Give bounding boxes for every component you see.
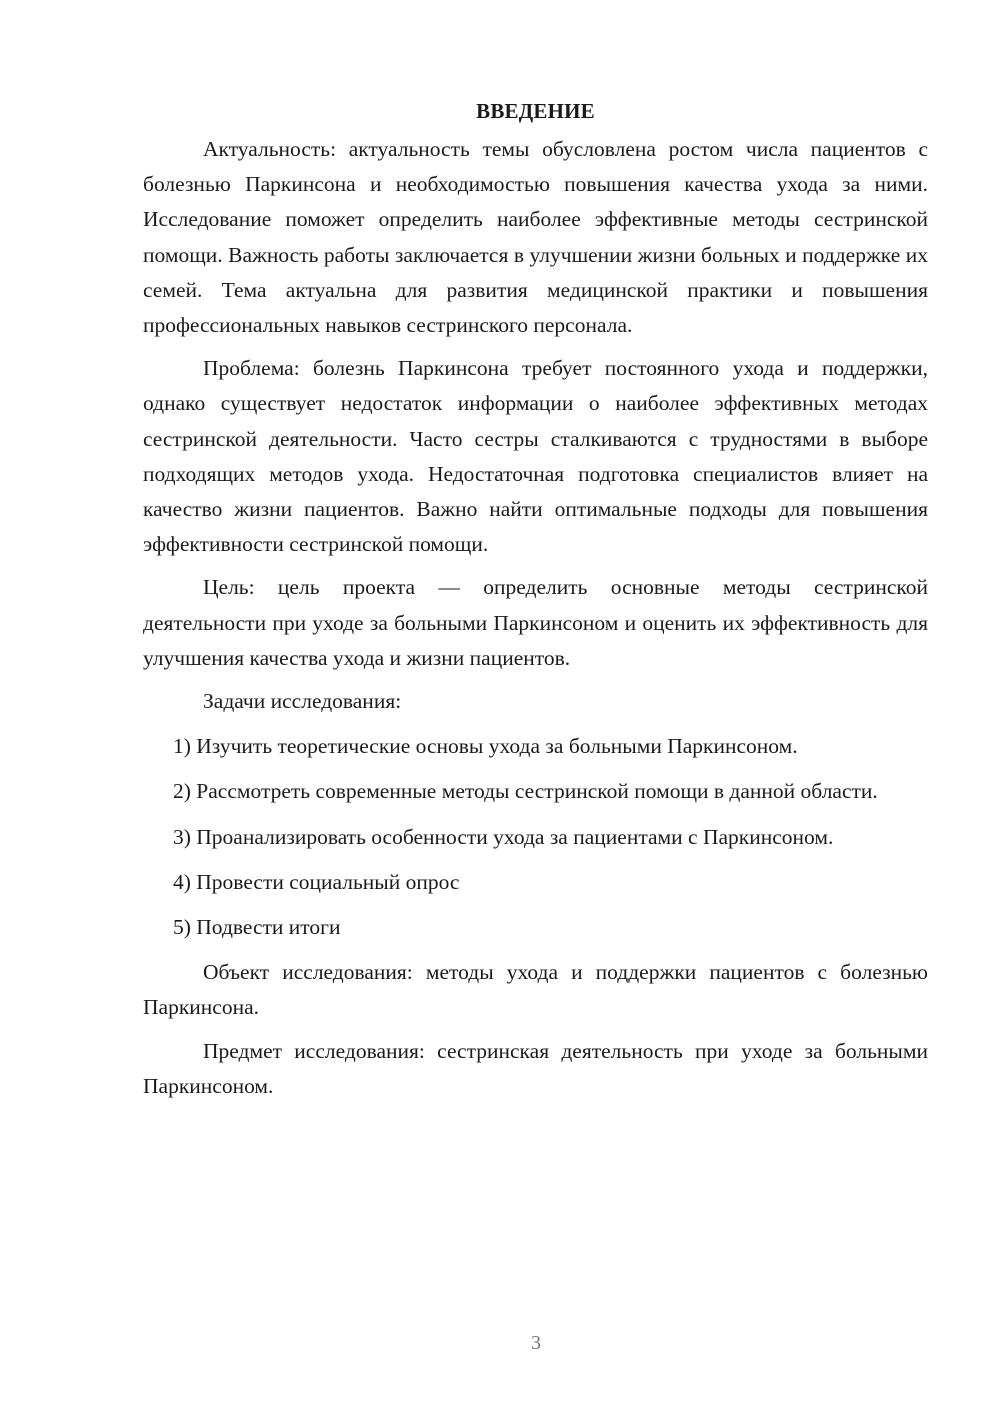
text-body [143, 96, 928, 1112]
problem-paragraph: Проблема: болезнь Паркинсона требует постоянного ухода и поддержки, однако существует недостаток информации о наиболее эффективных методах сестринской деятельности. Часто сестры сталкиваются с трудностями в выборе подходящих методов ухода. Недостаточная подготовка специалистов влияет на качество жизни пациентов. Важно найти оптимальные подходы для повышения эффективности сестринской помощи. [143, 356, 928, 557]
relevance-paragraph: Актуальность: актуальность темы обусловлена ростом числа пациентов с болезнью Паркинсона и необходимостью повышения качества ухода за ними. Исследование поможет определить наиболее эффективные методы сестринской помощи. Важность работы заключается в улучшении жизни больных и поддержке их семей. Тема актуальна для развития медицинской практики и повышения профессиональных навыков сестринского персонала. [143, 137, 928, 338]
subject-paragraph: Предмет исследования: сестринская деятельность при уходе за больными Паркинсоном. [143, 1038, 928, 1098]
task-item: 2) Рассмотреть современные методы сестринской помощи в данной области. [173, 779, 878, 804]
tasks-heading: Задачи исследования: [203, 689, 402, 714]
task-item: 1) Изучить теоретические основы ухода за больными Паркинсоном. [173, 734, 798, 759]
goal-paragraph: Цель: цель проекта — определить основные методы сестринской деятельности при уходе за больными Паркинсоном и оценить их эффективность для улучшения качества ухода и жизни пациентов. [143, 575, 928, 670]
task-item: 5) Подвести итоги [173, 915, 341, 940]
object-paragraph: Объект исследования: методы ухода и поддержки пациентов с болезнью Паркинсона. [143, 960, 928, 1020]
task-item: 4) Провести социальный опрос [173, 869, 460, 894]
section-heading: ВВЕДЕНИЕ [476, 99, 595, 123]
task-item: 3) Проанализировать особенности ухода за пациентами с Паркинсоном. [173, 824, 834, 849]
page-number: 3 [531, 1332, 541, 1354]
